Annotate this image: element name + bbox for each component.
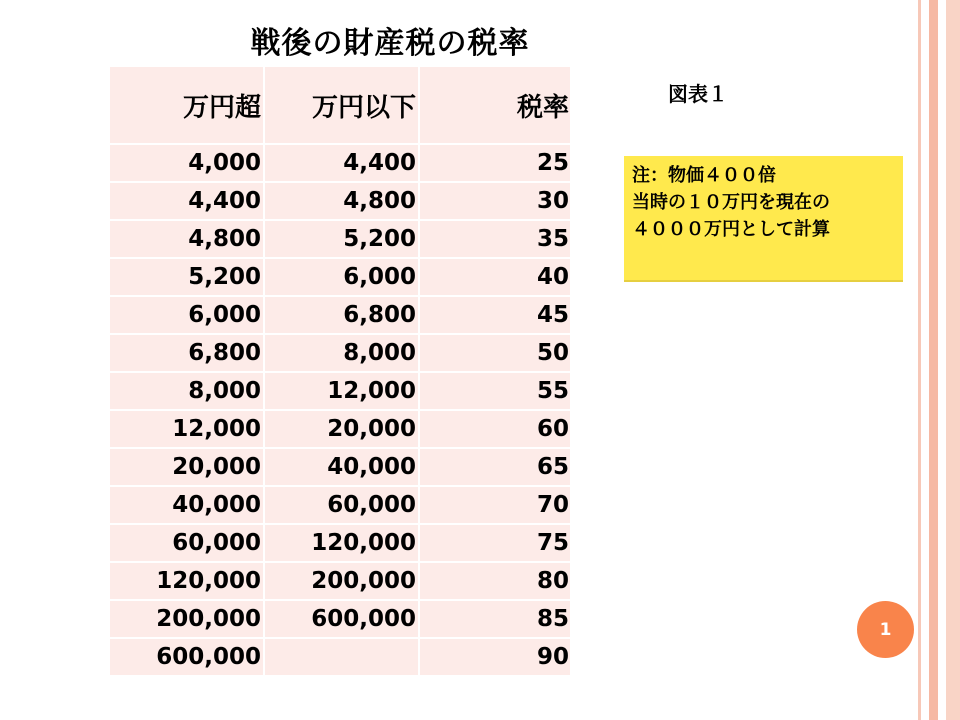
cell-over: 4,400: [110, 183, 265, 219]
table-row: [110, 145, 570, 183]
cell-up-to: [265, 639, 420, 675]
cell-tax-rate: 85: [536, 606, 569, 632]
cell-over: 120,000: [110, 563, 265, 599]
table-body: [110, 145, 570, 677]
table-row: [110, 373, 570, 411]
cell-over: 60,000: [110, 525, 265, 561]
cell-tax-rate: 65: [536, 454, 569, 480]
cell-up-to: 600,000: [265, 601, 420, 637]
cell-tax-rate: 90: [536, 644, 569, 670]
note-box: [624, 156, 903, 282]
cell-up-to: 40,000: [265, 449, 420, 485]
cell-tax-rate: 50: [536, 340, 569, 366]
cell-up-to: 60,000: [265, 487, 420, 523]
cell-over: 20,000: [110, 449, 265, 485]
decorative-stripe-thin: [918, 0, 921, 720]
cell-over: 600,000: [110, 639, 265, 675]
table-row: [110, 639, 570, 677]
cell-up-to: 6,000: [265, 259, 420, 295]
figure-label: 図表１: [668, 82, 728, 106]
column-header-up-to: 万円以下: [265, 67, 420, 143]
cell-up-to: 120,000: [265, 525, 420, 561]
cell-tax-rate: 35: [536, 226, 569, 252]
table-row: [110, 525, 570, 563]
cell-up-to: 20,000: [265, 411, 420, 447]
table-row: [110, 183, 570, 221]
cell-over: 4,800: [110, 221, 265, 257]
cell-tax-rate: 45: [536, 302, 569, 328]
table-row: [110, 601, 570, 639]
table-row: [110, 259, 570, 297]
cell-tax-rate: 30: [536, 188, 569, 214]
column-header-over: 万円超: [110, 67, 265, 143]
cell-tax-rate: 75: [536, 530, 569, 556]
table-row: [110, 449, 570, 487]
cell-over: 4,000: [110, 145, 265, 181]
cell-up-to: 8,000: [265, 335, 420, 371]
cell-over: 6,000: [110, 297, 265, 333]
cell-over: 8,000: [110, 373, 265, 409]
tax-rate-table: [110, 67, 570, 677]
cell-tax-rate: 40: [536, 264, 569, 290]
cell-over: 200,000: [110, 601, 265, 637]
decorative-stripe-wide: [946, 0, 960, 720]
cell-tax-rate: 60: [536, 416, 569, 442]
cell-over: 5,200: [110, 259, 265, 295]
cell-tax-rate: 80: [536, 568, 569, 594]
cell-up-to: 6,800: [265, 297, 420, 333]
page-number-badge: 1: [857, 601, 914, 658]
note-line: 当時の１０万円を現在の: [632, 192, 830, 213]
cell-up-to: 200,000: [265, 563, 420, 599]
table-row: [110, 563, 570, 601]
cell-up-to: 4,800: [265, 183, 420, 219]
cell-tax-rate: 70: [536, 492, 569, 518]
decorative-stripe-medium: [929, 0, 938, 720]
slide-title: 戦後の財産税の税率: [250, 26, 530, 61]
cell-tax-rate: 25: [536, 150, 569, 176]
cell-tax-rate: 55: [536, 378, 569, 404]
table-header-row: [110, 67, 570, 145]
table-row: [110, 487, 570, 525]
table-row: [110, 335, 570, 373]
table-row: [110, 411, 570, 449]
cell-up-to: 5,200: [265, 221, 420, 257]
note-line: 注：物価４００倍: [632, 165, 776, 186]
cell-over: 40,000: [110, 487, 265, 523]
table-row: [110, 221, 570, 259]
table-row: [110, 297, 570, 335]
note-line: ４０００万円として計算: [632, 219, 830, 240]
cell-up-to: 12,000: [265, 373, 420, 409]
cell-over: 6,800: [110, 335, 265, 371]
cell-up-to: 4,400: [265, 145, 420, 181]
column-header-tax-rate: 税率: [516, 92, 569, 123]
cell-over: 12,000: [110, 411, 265, 447]
